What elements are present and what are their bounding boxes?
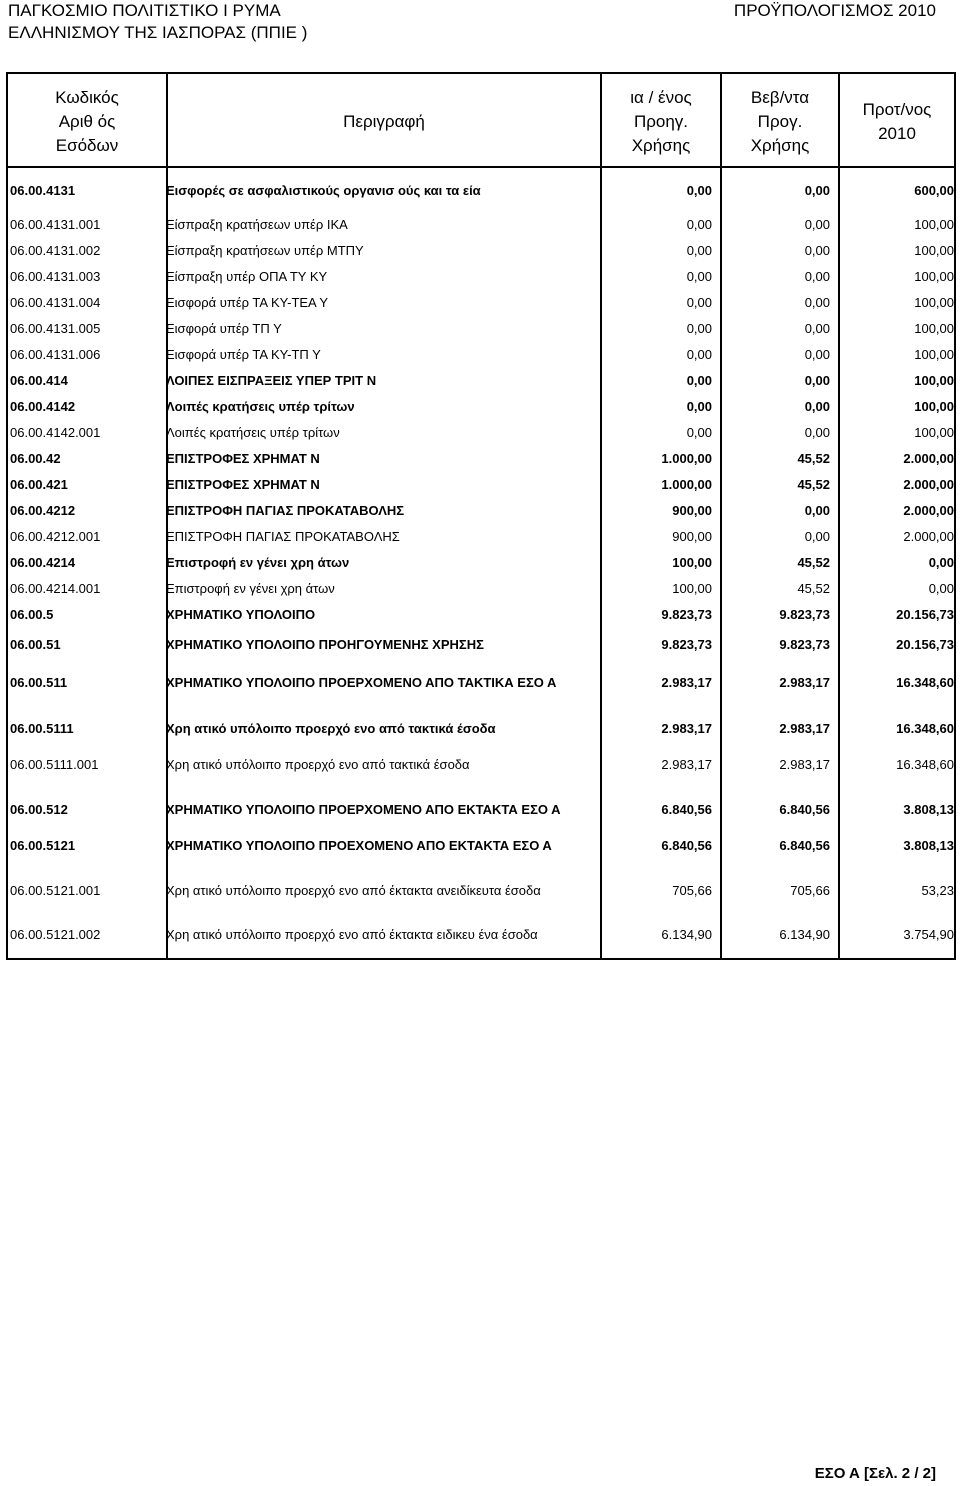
row-certified-prev: 45,52 [797, 477, 830, 492]
row-prev-budget: 0,00 [686, 347, 712, 362]
table-row [8, 914, 954, 956]
table-row [8, 368, 954, 394]
row-description: ΕΠΙΣΤΡΟΦΗ ΠΑΓΙΑΣ ΠΡΟΚΑΤΑΒΟΛΗΣ [166, 503, 405, 518]
row-code: 06.00.5111 [10, 721, 74, 736]
row-description: Είσπραξη κρατήσεων υπέρ ΙΚΑ [166, 217, 348, 232]
row-description: ΧΡΗΜΑΤΙΚΟ ΥΠΟΛΟΙΠΟ ΠΡΟΕΡΧΟΜΕΝΟ ΑΠΟ ΤΑΚΤΙΚΑ ΕΣΟ Α [166, 675, 557, 690]
row-code: 06.00.51 [10, 637, 61, 652]
column-header-code: Κωδικός Αριθ ός Εσόδων [8, 74, 168, 170]
row-code: 06.00.4214.001 [10, 581, 101, 596]
row-prev-budget: 1.000,00 [661, 451, 712, 466]
row-code: 06.00.414 [10, 373, 68, 388]
row-description: Λοιπές κρατήσεις υπέρ τρίτων [166, 399, 355, 414]
column-header-prev-budget: ια / ένος Προηγ. Χρήσης [602, 74, 722, 170]
table-row [8, 790, 954, 830]
row-certified-prev: 0,00 [804, 347, 830, 362]
row-prev-budget: 0,00 [686, 399, 712, 414]
row-prev-budget: 6.840,56 [661, 838, 712, 853]
row-prev-budget: 9.823,73 [661, 607, 712, 622]
row-certified-prev: 2.983,17 [779, 721, 830, 736]
row-proposed-2010: 3.808,13 [903, 838, 954, 853]
row-code: 06.00.511 [10, 675, 68, 690]
row-proposed-2010: 0,00 [928, 581, 954, 596]
row-description: Λοιπές κρατήσεις υπέρ τρίτων [166, 425, 340, 440]
row-prev-budget: 0,00 [686, 295, 712, 310]
row-description: Εισφορά υπέρ ΤΑ ΚΥ-ΤΠ Υ [166, 347, 321, 362]
row-code: 06.00.42 [10, 451, 61, 466]
row-code: 06.00.4212.001 [10, 529, 101, 544]
table-row [8, 826, 954, 866]
row-code: 06.00.5111.001 [10, 757, 99, 772]
row-prev-budget: 2.983,17 [661, 675, 712, 690]
row-code: 06.00.512 [10, 802, 68, 817]
row-description: ΕΠΙΣΤΡΟΦΕΣ ΧΡΗΜΑΤ Ν [166, 451, 320, 466]
table-row [8, 264, 954, 290]
row-proposed-2010: 3.754,90 [903, 927, 954, 942]
organization-name [8, 0, 307, 44]
row-certified-prev: 6.840,56 [779, 802, 830, 817]
page-footer: ΕΣΟ Α [Σελ. 2 / 2] [814, 1465, 936, 1482]
row-prev-budget: 9.823,73 [661, 637, 712, 652]
row-code: 06.00.4142 [10, 399, 76, 414]
row-proposed-2010: 16.348,60 [896, 675, 954, 690]
row-prev-budget: 100,00 [672, 555, 712, 570]
row-prev-budget: 100,00 [672, 581, 712, 596]
organization-name-line2: ΕΛΛΗΝΙΣΜΟΥ ΤΗΣ ΙΑΣΠΟΡΑΣ (ΠΠΙΕ ) [8, 23, 308, 42]
table-row [8, 662, 954, 704]
table-row [8, 446, 954, 472]
row-prev-budget: 0,00 [686, 269, 712, 284]
table-row [8, 178, 954, 204]
row-proposed-2010: 100,00 [914, 217, 954, 232]
row-description: ΧΡΗΜΑΤΙΚΟ ΥΠΟΛΟΙΠΟ ΠΡΟΗΓΟΥΜΕΝΗΣ ΧΡΗΣΗΣ [166, 637, 484, 652]
row-certified-prev: 9.823,73 [779, 637, 830, 652]
row-proposed-2010: 100,00 [914, 295, 954, 310]
row-description: Εισφορές σε ασφαλιστικούς οργανισ ούς και τα εία [166, 183, 481, 198]
row-code: 06.00.5121.002 [10, 927, 101, 942]
table-row [8, 472, 954, 498]
table-row [8, 602, 954, 628]
organization-name-line1: ΠΑΓΚΟΣΜΙΟ ΠΟΛΙΤΙΣΤΙΚΟ Ι ΡΥΜΑ [8, 1, 281, 20]
row-proposed-2010: 100,00 [914, 347, 954, 362]
row-prev-budget: 900,00 [672, 529, 712, 544]
table-row [8, 872, 954, 910]
table-row [8, 420, 954, 446]
row-certified-prev: 45,52 [797, 555, 830, 570]
column-header-description: Περιγραφή [168, 74, 602, 170]
row-certified-prev: 0,00 [804, 269, 830, 284]
table-row [8, 716, 954, 742]
table-row [8, 342, 954, 368]
row-certified-prev: 0,00 [804, 399, 830, 414]
row-prev-budget: 6.840,56 [661, 802, 712, 817]
row-proposed-2010: 53,23 [921, 883, 954, 898]
row-certified-prev: 0,00 [804, 321, 830, 336]
row-proposed-2010: 3.808,13 [903, 802, 954, 817]
row-proposed-2010: 0,00 [928, 555, 954, 570]
table-row [8, 752, 954, 778]
table-row [8, 632, 954, 658]
row-prev-budget: 0,00 [686, 321, 712, 336]
table-row [8, 576, 954, 602]
row-certified-prev: 0,00 [804, 243, 830, 258]
row-prev-budget: 0,00 [686, 217, 712, 232]
row-certified-prev: 45,52 [797, 451, 830, 466]
row-code: 06.00.4131.003 [10, 269, 101, 284]
row-proposed-2010: 100,00 [914, 425, 954, 440]
row-code: 06.00.4131.005 [10, 321, 101, 336]
row-code: 06.00.4142.001 [10, 425, 101, 440]
row-prev-budget: 1.000,00 [661, 477, 712, 492]
row-certified-prev: 2.983,17 [779, 675, 830, 690]
row-code: 06.00.5121 [10, 838, 76, 853]
row-code: 06.00.4131.002 [10, 243, 101, 258]
row-description: Χρη ατικό υπόλοιπο προερχό ενο από έκτακτα ειδικευ ένα έσοδα [166, 927, 538, 942]
row-description: Επιστροφή εν γένει χρη άτων [166, 555, 350, 570]
budget-title: ΠΡΟΫΠΟΛΟΓΙΣΜΟΣ 2010 [733, 1, 936, 20]
row-prev-budget: 6.134,90 [661, 927, 712, 942]
table-row [8, 550, 954, 576]
row-code: 06.00.4131.004 [10, 295, 101, 310]
row-proposed-2010: 2.000,00 [903, 451, 954, 466]
row-proposed-2010: 2.000,00 [903, 503, 954, 518]
row-proposed-2010: 20.156,73 [896, 637, 954, 652]
table-row [8, 238, 954, 264]
table-row [8, 212, 954, 238]
row-prev-budget: 2.983,17 [661, 721, 712, 736]
row-description: ΧΡΗΜΑΤΙΚΟ ΥΠΟΛΟΙΠΟ ΠΡΟΕΧΟΜΕΝΟ ΑΠΟ ΕΚΤΑΚΤΑ ΕΣΟ Α [166, 838, 552, 853]
row-proposed-2010: 100,00 [914, 373, 954, 388]
row-certified-prev: 705,66 [790, 883, 830, 898]
row-certified-prev: 0,00 [804, 373, 830, 388]
row-prev-budget: 705,66 [672, 883, 712, 898]
row-prev-budget: 0,00 [686, 425, 712, 440]
row-proposed-2010: 100,00 [914, 321, 954, 336]
row-code: 06.00.5121.001 [10, 883, 101, 898]
row-code: 06.00.4131.001 [10, 217, 101, 232]
row-prev-budget: 2.983,17 [661, 757, 712, 772]
row-proposed-2010: 100,00 [914, 243, 954, 258]
row-description: Εισφορά υπέρ ΤΠ Υ [166, 321, 282, 336]
row-proposed-2010: 100,00 [914, 399, 954, 414]
row-code: 06.00.4212 [10, 503, 76, 518]
row-proposed-2010: 2.000,00 [903, 477, 954, 492]
column-header-certified-prev: Βεβ/ντα Προγ. Χρήσης [722, 74, 840, 170]
row-proposed-2010: 16.348,60 [896, 757, 954, 772]
column-header-proposed-2010: Προτ/νος 2010 [862, 100, 932, 143]
row-prev-budget: 0,00 [686, 243, 712, 258]
table-row [8, 290, 954, 316]
row-description: Επιστροφή εν γένει χρη άτων [166, 581, 335, 596]
row-description: Είσπραξη υπέρ ΟΠΑ ΤΥ ΚΥ [166, 269, 328, 284]
row-description: Χρη ατικό υπόλοιπο προερχό ενο από τακτικά έσοδα [166, 757, 470, 772]
row-certified-prev: 6.840,56 [779, 838, 830, 853]
row-certified-prev: 0,00 [804, 503, 830, 518]
row-certified-prev: 9.823,73 [779, 607, 830, 622]
row-certified-prev: 45,52 [797, 581, 830, 596]
row-description: ΕΠΙΣΤΡΟΦΗ ΠΑΓΙΑΣ ΠΡΟΚΑΤΑΒΟΛΗΣ [166, 529, 400, 544]
row-description: ΧΡΗΜΑΤΙΚΟ ΥΠΟΛΟΙΠΟ [166, 607, 316, 622]
row-certified-prev: 6.134,90 [779, 927, 830, 942]
row-certified-prev: 0,00 [804, 217, 830, 232]
row-description: Είσπραξη κρατήσεων υπέρ ΜΤΠΥ [166, 243, 364, 258]
row-prev-budget: 0,00 [686, 373, 712, 388]
row-description: ΛΟΙΠΕΣ ΕΙΣΠΡΑΞΕΙΣ ΥΠΕΡ ΤΡΙΤ Ν [166, 373, 377, 388]
row-code: 06.00.4131 [10, 183, 76, 198]
row-prev-budget: 0,00 [686, 183, 712, 198]
budget-table [6, 166, 956, 960]
row-proposed-2010: 100,00 [914, 269, 954, 284]
row-description: Χρη ατικό υπόλοιπο προερχό ενο από έκτακτα ανειδίκευτα έσοδα [166, 883, 541, 898]
row-description: ΕΠΙΣΤΡΟΦΕΣ ΧΡΗΜΑΤ Ν [166, 477, 320, 492]
row-description: Χρη ατικό υπόλοιπο προερχό ενο από τακτικά έσοδα [166, 721, 496, 736]
column-header-row [6, 72, 956, 168]
table-row [8, 316, 954, 342]
table-row [8, 394, 954, 420]
row-certified-prev: 0,00 [804, 183, 830, 198]
table-row [8, 498, 954, 524]
row-code: 06.00.421 [10, 477, 68, 492]
row-certified-prev: 0,00 [804, 295, 830, 310]
row-certified-prev: 0,00 [804, 425, 830, 440]
row-proposed-2010: 600,00 [914, 183, 954, 198]
row-code: 06.00.5 [10, 607, 54, 622]
row-proposed-2010: 16.348,60 [896, 721, 954, 736]
row-certified-prev: 2.983,17 [779, 757, 830, 772]
row-proposed-2010: 2.000,00 [903, 529, 954, 544]
row-certified-prev: 0,00 [804, 529, 830, 544]
row-prev-budget: 900,00 [672, 503, 712, 518]
row-code: 06.00.4131.006 [10, 347, 101, 362]
table-row [8, 524, 954, 550]
row-proposed-2010: 20.156,73 [896, 607, 954, 622]
row-code: 06.00.4214 [10, 555, 76, 570]
row-description: ΧΡΗΜΑΤΙΚΟ ΥΠΟΛΟΙΠΟ ΠΡΟΕΡΧΟΜΕΝΟ ΑΠΟ ΕΚΤΑΚΤΑ ΕΣΟ Α [166, 802, 561, 817]
row-description: Εισφορά υπέρ ΤΑ ΚΥ-ΤΕΑ Υ [166, 295, 329, 310]
